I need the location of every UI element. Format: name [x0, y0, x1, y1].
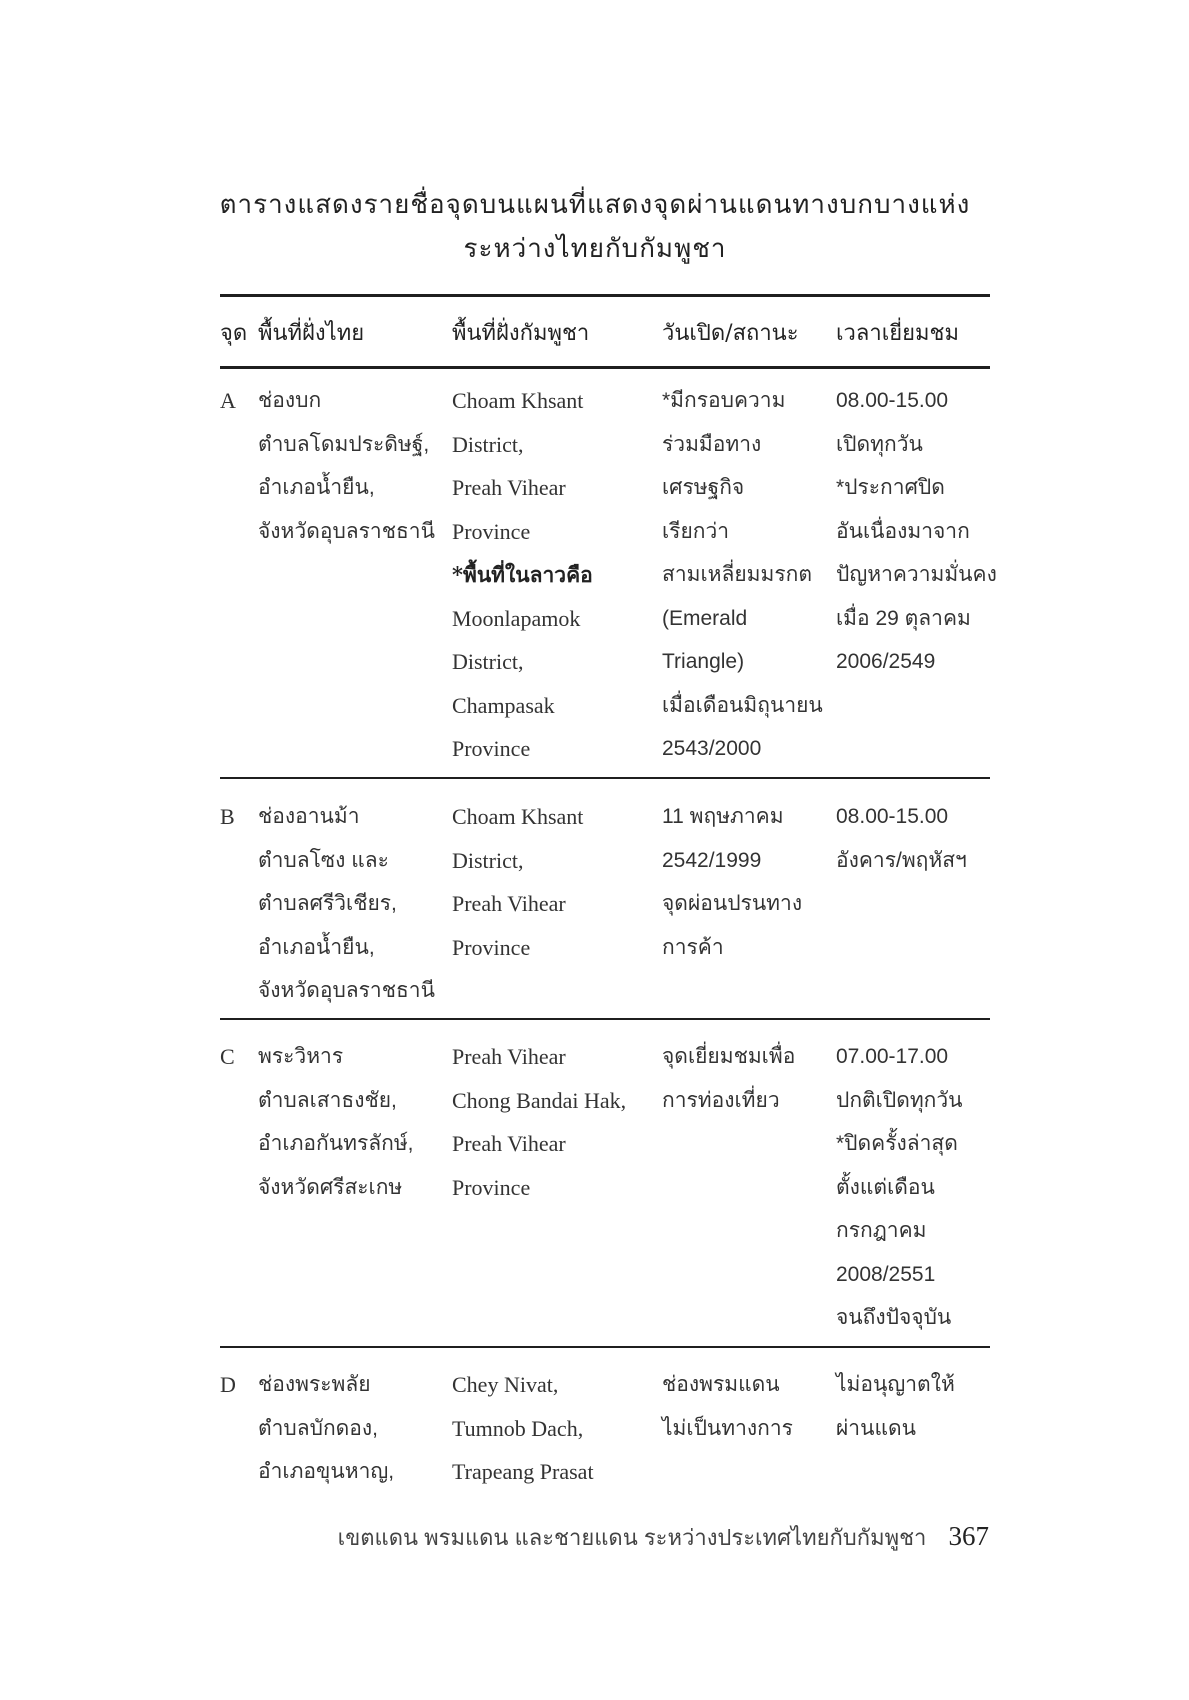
- header-code: จุด: [220, 321, 248, 346]
- row-c-hours: 07.00-17.00 ปกติเปิดทุกวัน *ปิดครั้งล่าสุด ตั้งแต่เดือน กรกฎาคม 2008/2551 จนถึงปัจจุบัน: [836, 1045, 963, 1329]
- running-title: เขตแดน พรมแดน และชายแดน ระหว่างประเทศไทยกับกัมพูชา: [337, 1525, 927, 1550]
- row-b-status: 11 พฤษภาคม 2542/1999 จุดผ่อนปรนทาง การค้า: [662, 805, 803, 959]
- row-d-cambodia-area: Chey Nivat, Tumnob Dach, Trapeang Prasat: [452, 1372, 594, 1484]
- header-open-status: วันเปิด/สถานะ: [662, 321, 799, 346]
- page-number: 367: [948, 1521, 989, 1551]
- row-a-hours: 08.00-15.00 เปิดทุกวัน *ประกาศปิด อันเนื่องมาจาก ปัญหาความมั่นคง เมื่อ 29 ตุลาคม 2006/2549: [836, 389, 997, 673]
- row-a-code: A: [220, 388, 236, 413]
- row-d-status: ช่องพรมแดน ไม่เป็นทางการ: [662, 1373, 793, 1440]
- table-title-line-1: ตารางแสดงรายชื่อจุดบนแผนที่แสดงจุดผ่านแดนทางบกบางแห่ง: [219, 190, 971, 220]
- header-visit-hours: เวลาเยี่ยมชม: [836, 321, 959, 346]
- row-b-code: B: [220, 804, 235, 829]
- row-a-cambodia-area: Choam Khsant District, Preah Vihear Province *พื้นที่ในลาวคือ Moonlapamok District, Champasak Province: [452, 388, 593, 761]
- page-footer: [338, 1520, 989, 1555]
- row-c-cambodia-area: Preah Vihear Chong Bandai Hak, Preah Vihear Province: [452, 1044, 627, 1200]
- row-a-thai-area: ช่องบก ตำบลโดมประดิษฐ์, อำเภอน้ำยืน, จังหวัดอุบลราชธานี: [258, 389, 435, 543]
- row-d-code: D: [220, 1372, 236, 1397]
- row-b-hours: 08.00-15.00 อังคาร/พฤหัสฯ: [836, 805, 967, 872]
- header-cambodia-area: พื้นที่ฝั่งกัมพูชา: [452, 321, 590, 346]
- row-d-thai-area: ช่องพระพลัย ตำบลบักดอง, อำเภอขุนหาญ,: [258, 1373, 395, 1483]
- laos-area-note: *พื้นที่ในลาวคือ: [452, 562, 593, 587]
- header-bottom-rule: [220, 366, 990, 369]
- row-divider: [220, 777, 990, 779]
- row-d-hours: ไม่อนุญาตให้ ผ่านแดน: [836, 1373, 955, 1440]
- row-c-status: จุดเยี่ยมชมเพื่อ การท่องเที่ยว: [662, 1045, 796, 1112]
- row-divider: [220, 1018, 990, 1020]
- row-b-cambodia-area: Choam Khsant District, Preah Vihear Province: [452, 804, 584, 960]
- table-top-rule: [220, 294, 990, 297]
- table-title-line-2: ระหว่างไทยกับกัมพูชา: [463, 234, 727, 264]
- row-c-code: C: [220, 1044, 235, 1069]
- row-b-thai-area: ช่องอานม้า ตำบลโซง และ ตำบลศรีวิเชียร, อำเภอน้ำยืน, จังหวัดอุบลราชธานี: [258, 805, 435, 1002]
- row-divider: [220, 1346, 990, 1348]
- row-c-thai-area: พระวิหาร ตำบลเสาธงชัย, อำเภอกันทรลักษ์, จังหวัดศรีสะเกษ: [258, 1045, 414, 1199]
- row-a-status: *มีกรอบความ ร่วมมือทาง เศรษฐกิจ เรียกว่า สามเหลี่ยมมรกต (Emerald Triangle) เมื่อเดือนมิถุนายน 2543/2000: [662, 389, 823, 760]
- header-thai-area: พื้นที่ฝั่งไทย: [258, 321, 365, 346]
